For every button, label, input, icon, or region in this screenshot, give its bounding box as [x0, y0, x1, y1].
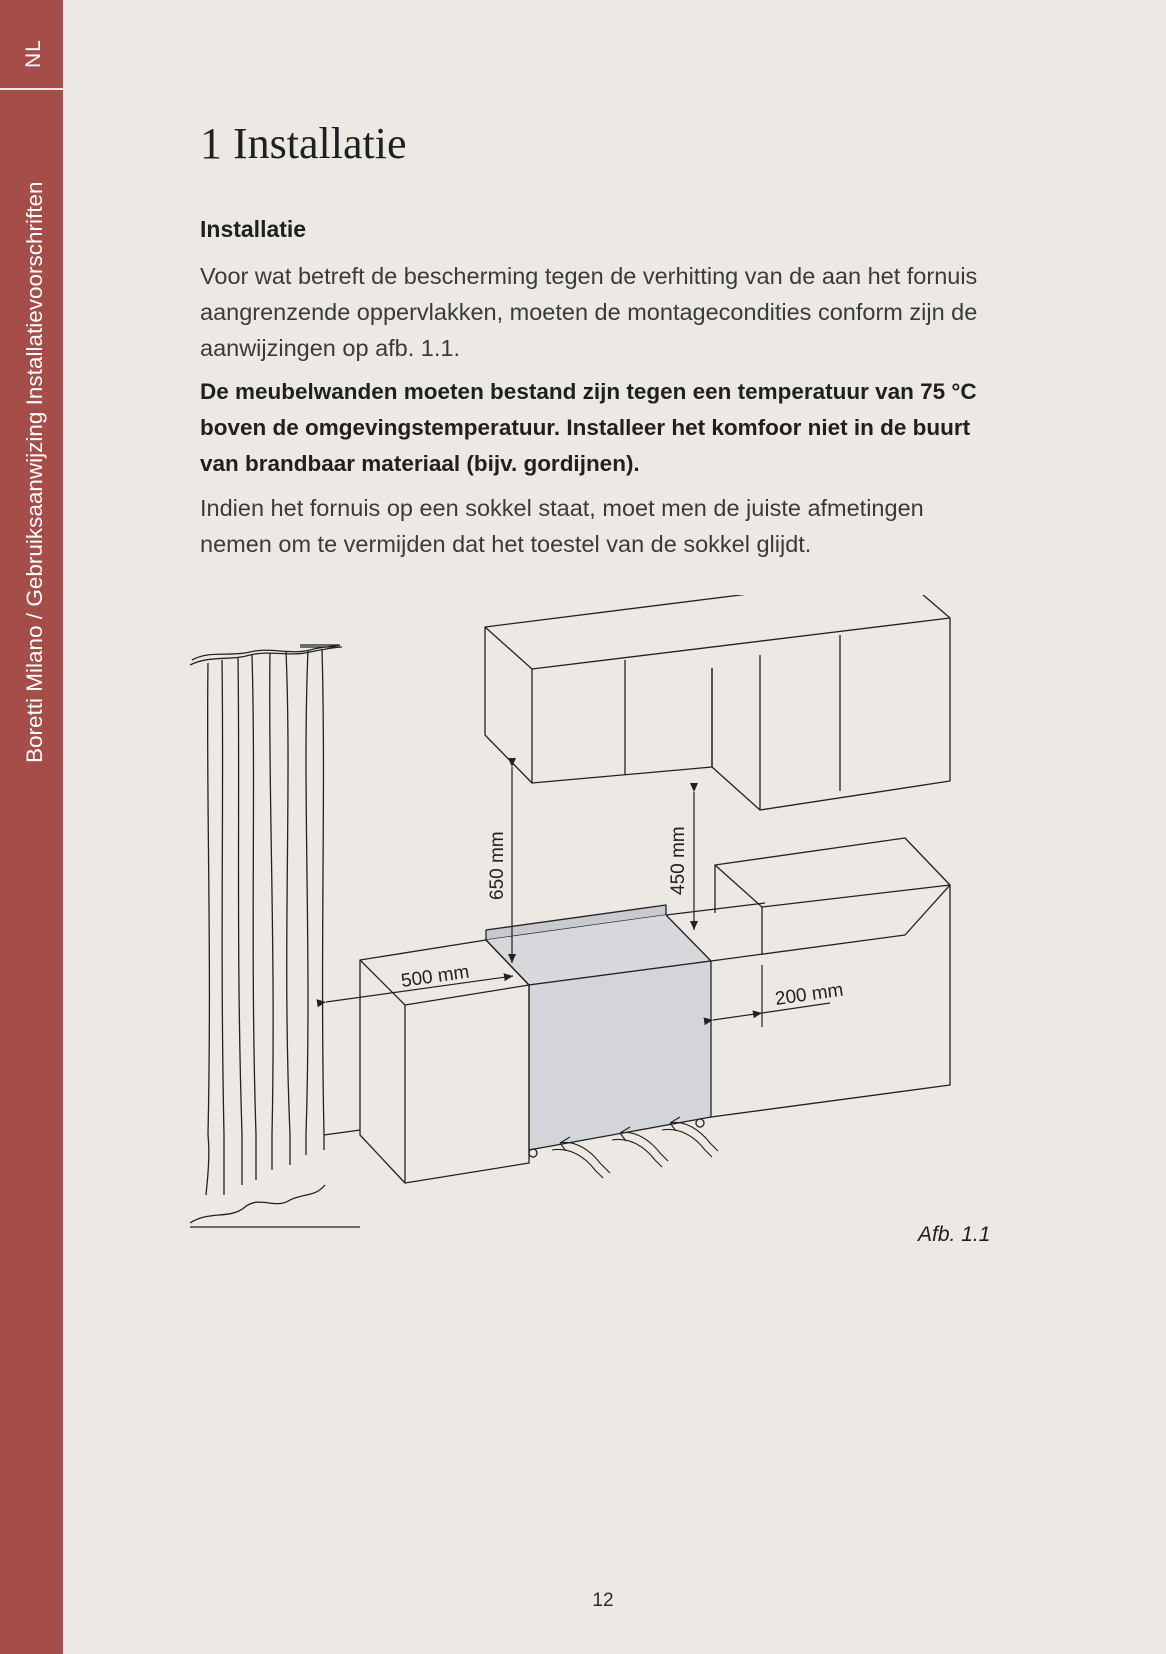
language-label: NL — [22, 39, 45, 68]
curtain-drawing — [190, 645, 360, 1227]
dim-450-label: 450 mm — [668, 826, 689, 895]
intro-paragraph: Voor wat betreft de bescherming tegen de verhitting van de aan het fornuis aangrenzende oppervlakken, moeten de montagecondities conform zijn de aanwijzingen op afb. 1.1. — [200, 263, 978, 361]
page-number: 12 — [592, 1590, 614, 1611]
dim-650-label: 650 mm — [487, 831, 508, 900]
sidebar — [0, 0, 63, 1654]
document-title: Boretti Milano / Gebruiksaanwijzing Installatievoorschriften — [22, 181, 47, 763]
dim-200-label: 200 mm — [773, 979, 845, 1010]
warning-paragraph: De meubelwanden moeten bestand zijn tegen een temperatuur van 75 °C boven de omgevingstemperatuur. Installeer het komfoor niet in de buurt van brandbaar materiaal (bijv. gordijnen). — [200, 379, 977, 476]
upper-cabinets — [485, 595, 950, 810]
installation-figure — [190, 595, 1010, 1255]
installation-diagram — [190, 595, 1010, 1255]
section-heading: Installatie — [200, 216, 307, 242]
plinth-paragraph: Indien het fornuis op een sokkel staat, moet men de juiste afmetingen nemen om te vermijden dat het toestel van de sokkel glijdt. — [200, 495, 924, 557]
language-tab — [0, 0, 63, 90]
page-title: 1 Installatie — [200, 119, 407, 168]
dim-500-label: 500 mm — [399, 961, 471, 992]
figure-caption: Afb. 1.1 — [918, 1223, 991, 1246]
